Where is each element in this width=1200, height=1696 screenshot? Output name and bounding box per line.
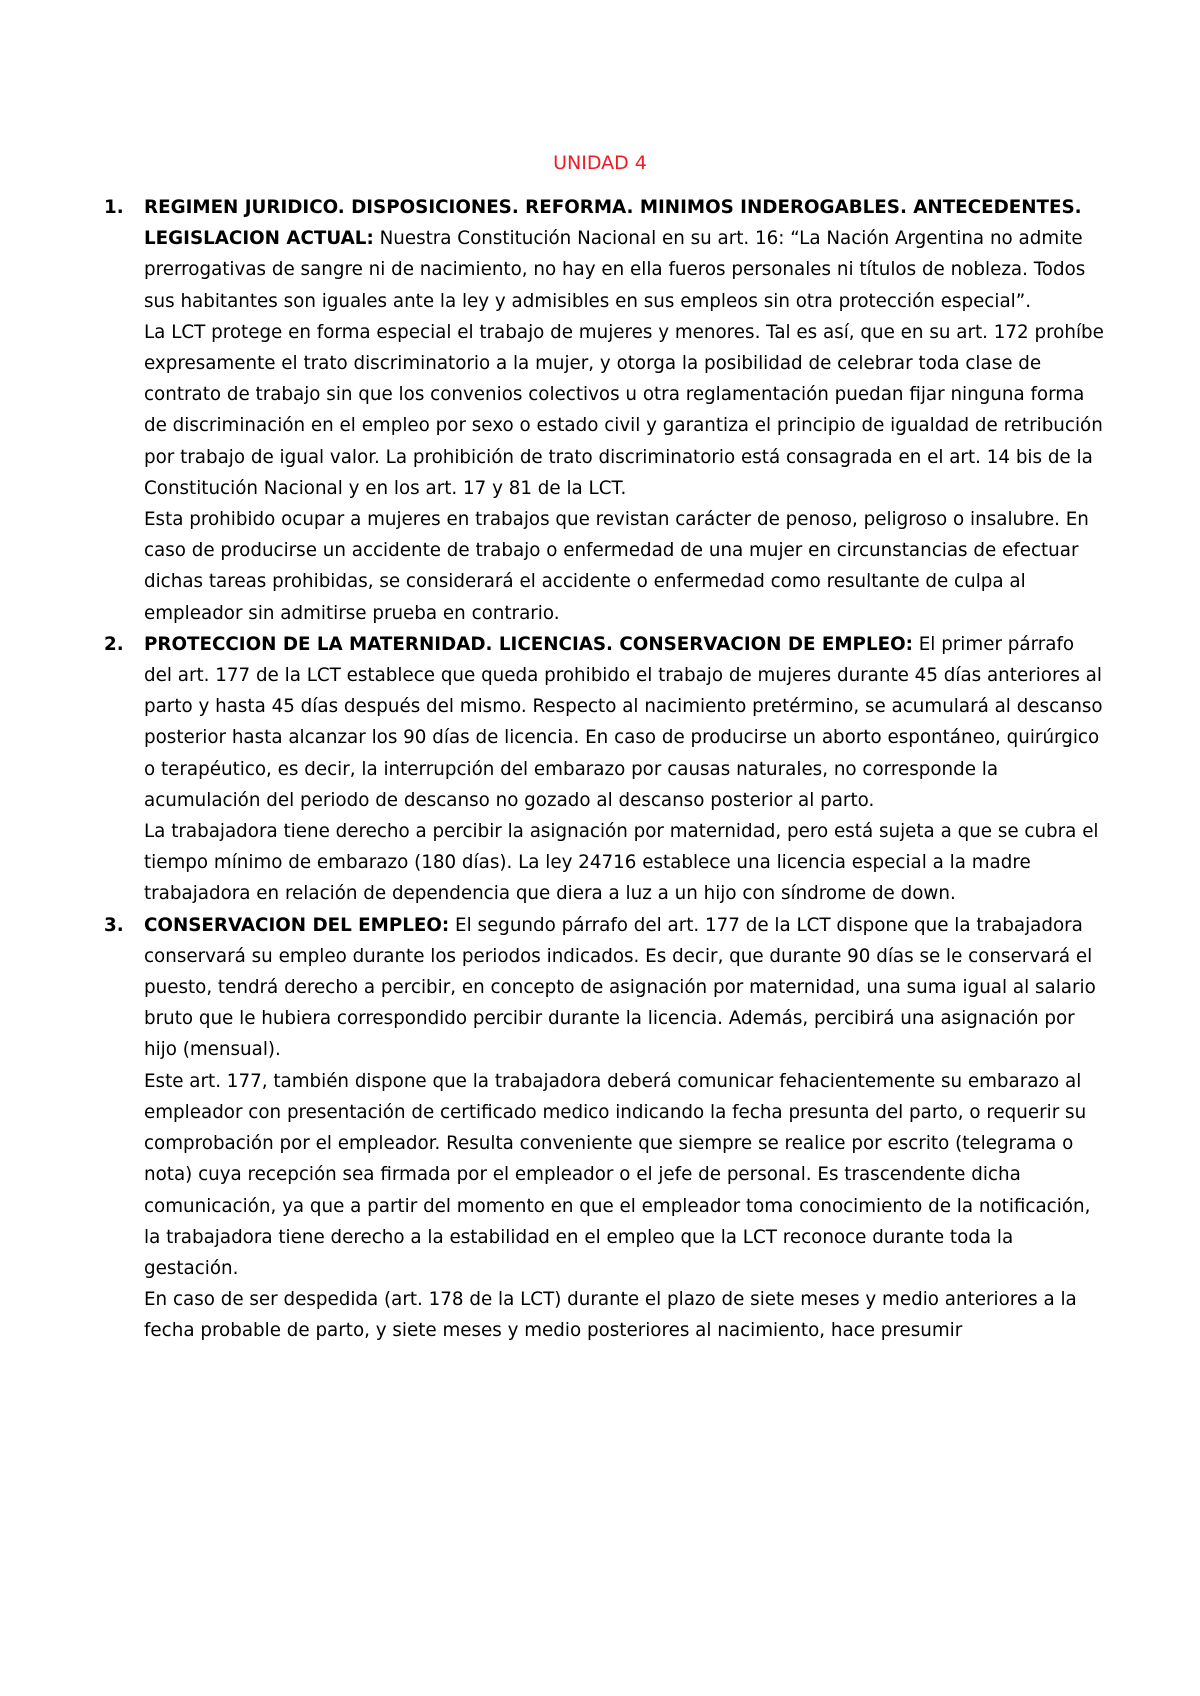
- section-number: 1.: [104, 197, 124, 218]
- section-item-2: [104, 629, 1104, 910]
- body-paragraph: En caso de ser despedida (art. 178 de la LCT) durante el plazo de siete meses y medio anteriores a la fecha probable de parto, y siete meses y medio posteriores al nacimiento, hace presumir: [144, 1289, 1077, 1342]
- section-lead-text: El primer párrafo del art. 177 de la LCT establece que queda prohibido el trabajo de mujeres durante 45 días anteriores al parto y hasta 45 días después del mismo. Respecto al nacimiento pretérmino, se acumulará al descanso posterior hasta alcanzar los 90 días de licencia. En caso de producirse un aborto espontáneo, quirúrgico o terapéutico, es decir, la interrupción del embarazo por causas naturales, no corresponde la acumulación del periodo de descanso no gozado al descanso posterior al parto.: [144, 633, 1103, 811]
- section-lead-text: El segundo párrafo del art. 177 de la LCT dispone que la trabajadora conservará su empleo durante los periodos indicados. Es decir, que durante 90 días se le conservará el puesto, tendrá derecho a percibir, en concepto de asignación por maternidad, una suma igual al salario bruto que le hubiera correspondido percibir durante la licencia. Además, percibirá una asignación por hijo (mensual).: [144, 914, 1096, 1061]
- section-number: 2.: [104, 633, 124, 655]
- section-heading: REGIMEN JURIDICO. DISPOSICIONES. REFORMA. MINIMOS INDEROGABLES. ANTECEDENTES. LEGISLACION ACTUAL:: [144, 197, 1082, 250]
- section-item-3: [104, 910, 1104, 1347]
- body-paragraph: La trabajadora tiene derecho a percibir la asignación por maternidad, pero está sujeta a que se cubra el tiempo mínimo de embarazo (180 días). La ley 24716 establece una licencia especial a la madre trabajadora en relación de dependencia que diera a luz a un hijo con síndrome de down.: [144, 821, 1099, 905]
- body-paragraph: Esta prohibido ocupar a mujeres en trabajos que revistan carácter de penoso, peligroso o insalubre. En caso de producirse un accidente de trabajo o enfermedad de una mujer en circunstancias de efectuar dichas tareas prohibidas, se considerará el accidente o enfermedad como resultante de culpa al empleador sin admitirse prueba en contrario.: [144, 509, 1089, 624]
- body-paragraph: La LCT protege en forma especial el trabajo de mujeres y menores. Tal es así, que en su art. 172 prohíbe expresamente el trato discriminatorio a la mujer, y otorga la posibilidad de celebrar toda clase de contrato de trabajo sin que los convenios colectivos u otra reglamentación puedan fijar ninguna forma de discriminación en el empleo por sexo o estado civil y garantiza el principio de igualdad de retribución por trabajo de igual valor. La prohibición de trato discriminatorio está consagrada en el art. 14 bis de la Constitución Nacional y en los art. 17 y 81 de la LCT.: [144, 321, 1104, 499]
- body-paragraph: Este art. 177, también dispone que la trabajadora deberá comunicar fehacientemente su embarazo al empleador con presentación de certificado medico indicando la fecha presunta del parto, o requerir su comprobación por el empleador. Resulta conveniente que siempre se realice por escrito (telegrama o nota) cuya recepción sea firmada por el empleador o el jefe de personal. Es trascendente dicha comunicación, ya que a partir del momento en que el empleador toma conocimiento de la notificación, la trabajadora tiene derecho a la estabilidad en el empleo que la LCT reconoce durante toda la gestación.: [144, 1070, 1091, 1279]
- section-lead-text: Nuestra Constitución Nacional en su art. 16: “La Nación Argentina no admite prerrogativas de sangre ni de nacimiento, no hay en ella fueros personales ni títulos de nobleza. Todos sus habitantes son iguales ante la ley y admisibles en sus empleos sin otra protección especial”.: [144, 228, 1086, 312]
- document-title: UNIDAD 4: [553, 152, 647, 174]
- section-lead-paragraph: [144, 629, 1104, 816]
- section-list: [104, 192, 1104, 1347]
- section-item-1: [104, 192, 1104, 629]
- section-lead-paragraph: [144, 910, 1104, 1066]
- section-number: 3.: [104, 914, 124, 936]
- section-lead-paragraph: [144, 192, 1104, 317]
- section-heading: CONSERVACION DEL EMPLEO:: [144, 914, 450, 936]
- section-heading: PROTECCION DE LA MATERNIDAD. LICENCIAS. CONSERVACION DE EMPLEO:: [144, 633, 913, 655]
